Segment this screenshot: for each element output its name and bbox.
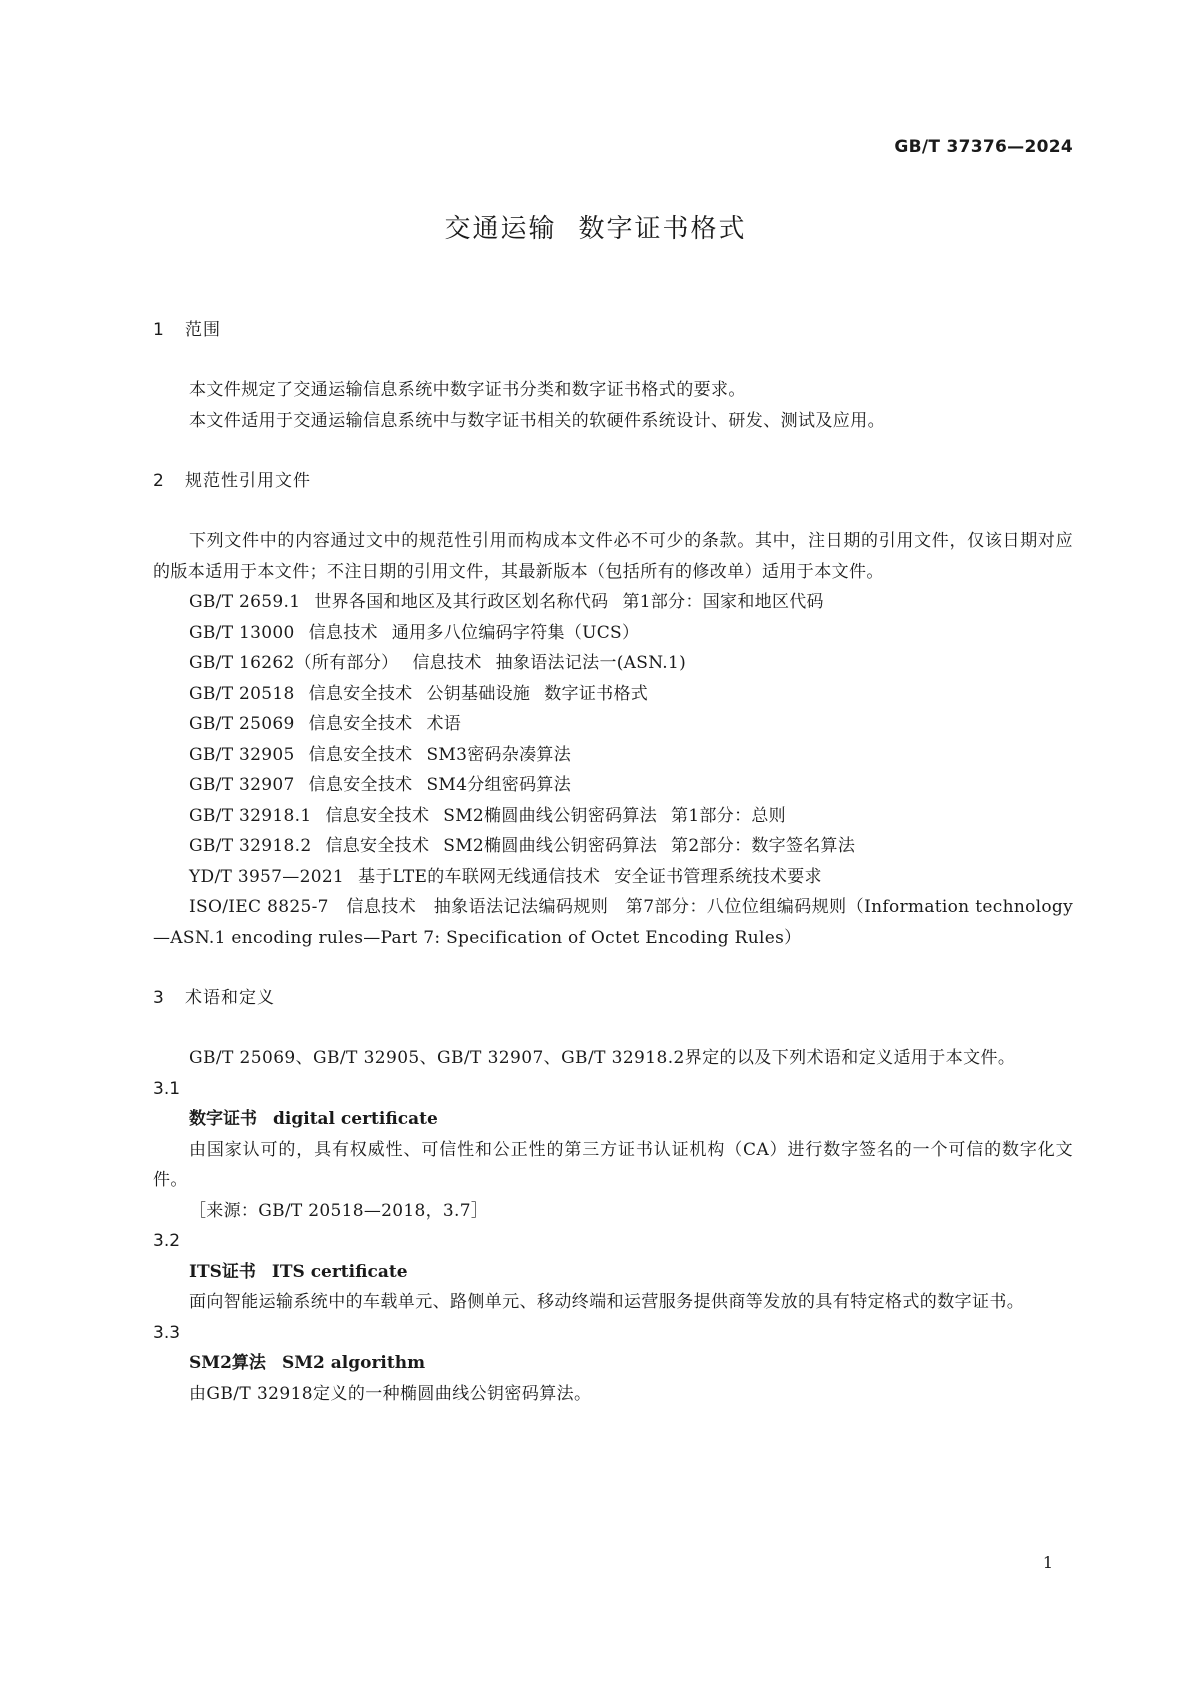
- section-title: 规范性引用文件: [185, 471, 311, 491]
- reference-code: GB/T 20518: [189, 683, 295, 704]
- reference-item: [153, 801, 1073, 832]
- term-definition: 由国家认可的，具有权威性、可信性和公正性的第三方证书认证机构（CA）进行数字签名的一个可信的数字化文件。: [153, 1139, 1073, 1190]
- reference-title-part: 抽象语法记法一(ASN.1): [495, 653, 687, 673]
- term-name: [153, 1257, 1073, 1288]
- reference-title-part: 第2部分：数字签名算法: [671, 836, 856, 856]
- reference-title-part: 世界各国和地区及其行政区划名称代码: [314, 592, 609, 612]
- term-definition: 面向智能运输系统中的车载单元、路侧单元、移动终端和运营服务提供商等发放的具有特定格式的数字证书。: [189, 1292, 1025, 1312]
- reference-item: [153, 618, 1073, 649]
- reference-title-part: 数字证书格式: [544, 683, 649, 704]
- term-number: 3.1: [153, 1078, 181, 1099]
- reference-item: [153, 679, 1073, 710]
- page-number: 1: [1042, 1553, 1053, 1572]
- reference-item-iso: ISO/IEC 8825-7 信息技术 抽象语法记法编码规则 第7部分：八位位组编码规则（Information technology—ASN.1 encoding rules—Part 7: Specification of Octet Encoding Rules）: [153, 897, 1073, 948]
- reference-title-part: 信息技术: [412, 653, 482, 673]
- section-heading-scope: [153, 315, 1073, 345]
- paragraph: 本文件适用于交通运输信息系统中与数字证书相关的软硬件系统设计、研发、测试及应用。: [189, 410, 885, 431]
- term-name-en: ITS certificate: [271, 1261, 408, 1282]
- paragraph: 下列文件中的内容通过文中的规范性引用而构成本文件必不可少的条款。其中，注日期的引用文件，仅该日期对应的版本适用于本文件；不注日期的引用文件，其最新版本（包括所有的修改单）适用于本文件。: [153, 531, 1073, 582]
- reference-code: GB/T 2659.1: [189, 592, 301, 612]
- section-title: 范围: [185, 320, 221, 340]
- term-definition: 由GB/T 32918定义的一种椭圆曲线公钥密码算法。: [189, 1383, 592, 1404]
- reference-code: GB/T 32907: [189, 775, 295, 795]
- reference-item: [153, 709, 1073, 740]
- reference-code: GB/T 16262（所有部分）: [189, 653, 399, 673]
- term-number: 3.2: [153, 1231, 181, 1251]
- term-name-en: digital certificate: [273, 1109, 438, 1129]
- standard-number: GB/T 37376—2024: [894, 137, 1073, 157]
- section-number: 2: [153, 471, 165, 491]
- reference-title-part: SM2椭圆曲线公钥密码算法: [443, 836, 658, 856]
- reference-code: GB/T 32905: [189, 744, 295, 765]
- reference-code: GB/T 32918.2: [189, 836, 312, 856]
- reference-title-part: 信息安全技术: [308, 683, 413, 704]
- reference-item: [153, 740, 1073, 771]
- section-heading-normative-references: [153, 466, 1073, 496]
- reference-title-part: SM3密码杂凑算法: [426, 744, 572, 765]
- term-name-zh: 数字证书: [189, 1109, 257, 1129]
- reference-title-part: 信息安全技术: [308, 744, 413, 765]
- section-number: 1: [153, 320, 165, 340]
- reference-title-part: 第1部分：总则: [671, 805, 786, 826]
- reference-title-part: 信息技术: [308, 622, 378, 643]
- section-number: 3: [153, 988, 165, 1008]
- reference-code: YD/T 3957—2021: [189, 866, 345, 887]
- term-name-zh: ITS证书: [189, 1261, 256, 1282]
- section-heading-terms: [153, 983, 1073, 1013]
- reference-title-part: 信息安全技术: [308, 775, 413, 795]
- title-part-2: 数字证书格式: [578, 214, 747, 244]
- reference-title-part: SM2椭圆曲线公钥密码算法: [443, 805, 658, 826]
- reference-item: [153, 648, 1073, 679]
- document-title: [0, 208, 1191, 245]
- reference-title-part: 第1部分：国家和地区代码: [622, 592, 824, 612]
- term-name: [153, 1348, 1073, 1379]
- term-name-en: SM2 algorithm: [281, 1353, 426, 1373]
- reference-code: GB/T 25069: [189, 714, 295, 734]
- reference-title-part: SM4分组密码算法: [426, 775, 572, 795]
- term-source: ［来源：GB/T 20518—2018，3.7］: [189, 1200, 489, 1221]
- reference-code: GB/T 32918.1: [189, 805, 312, 826]
- paragraph: 本文件规定了交通运输信息系统中数字证书分类和数字证书格式的要求。: [189, 380, 746, 400]
- reference-item: [153, 770, 1073, 801]
- reference-title-part: 信息安全技术: [325, 805, 430, 826]
- reference-title-part: 安全证书管理系统技术要求: [614, 866, 822, 887]
- document-body: [153, 315, 1073, 1409]
- reference-title-part: 信息安全技术: [308, 714, 413, 734]
- term-name: [153, 1104, 1073, 1135]
- reference-title-part: 基于LTE的车联网无线通信技术: [358, 866, 601, 887]
- section-title: 术语和定义: [185, 988, 275, 1008]
- reference-title-part: 通用多八位编码字符集（UCS）: [391, 622, 640, 643]
- reference-code: GB/T 13000: [189, 622, 295, 643]
- term-name-zh: SM2算法: [189, 1353, 266, 1373]
- reference-item: [153, 831, 1073, 862]
- paragraph: GB/T 25069、GB/T 32905、GB/T 32907、GB/T 32918.2界定的以及下列术语和定义适用于本文件。: [189, 1048, 1016, 1068]
- term-number: 3.3: [153, 1322, 181, 1343]
- reference-item: [153, 587, 1073, 618]
- title-part-1: 交通运输: [444, 214, 557, 244]
- reference-title-part: 公钥基础设施: [426, 683, 531, 704]
- reference-item: [153, 862, 1073, 893]
- reference-title-part: 信息安全技术: [325, 836, 430, 856]
- reference-title-part: 术语: [426, 714, 462, 734]
